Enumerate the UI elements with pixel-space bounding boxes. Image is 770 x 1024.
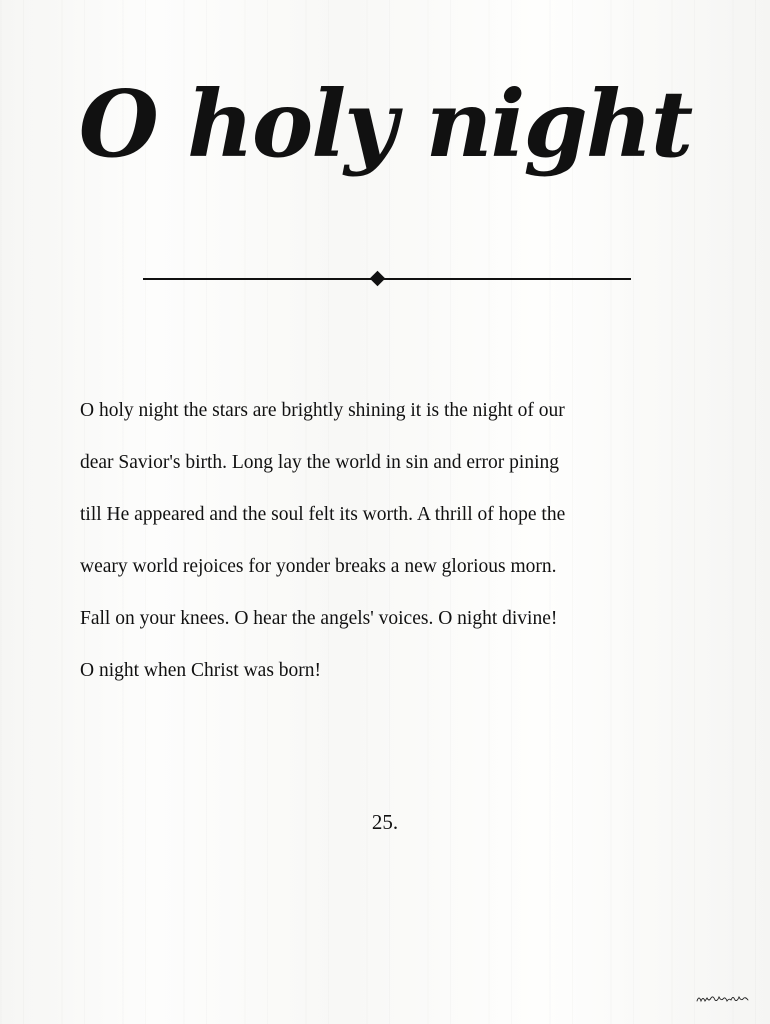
- verse-block: [80, 395, 700, 707]
- verse-line: till He appeared and the soul felt its worth. A thrill of hope the: [80, 504, 566, 525]
- title-divider: [143, 278, 631, 280]
- verse-line: weary world rejoices for yonder breaks a new glorious morn.: [80, 556, 557, 577]
- artist-signature: [696, 994, 750, 1004]
- divider-diamond-icon: [370, 271, 386, 287]
- verse-line: O holy night the stars are brightly shining it is the night of our: [80, 400, 565, 421]
- verse-line: dear Savior's birth. Long lay the world in sin and error pining: [80, 452, 559, 473]
- verse-line: O night when Christ was born!: [80, 660, 322, 681]
- date-number: 25.: [371, 810, 399, 834]
- page-title: O holy night: [78, 70, 692, 178]
- verse-line: Fall on your knees. O hear the angels' voices. O night divine!: [80, 608, 558, 629]
